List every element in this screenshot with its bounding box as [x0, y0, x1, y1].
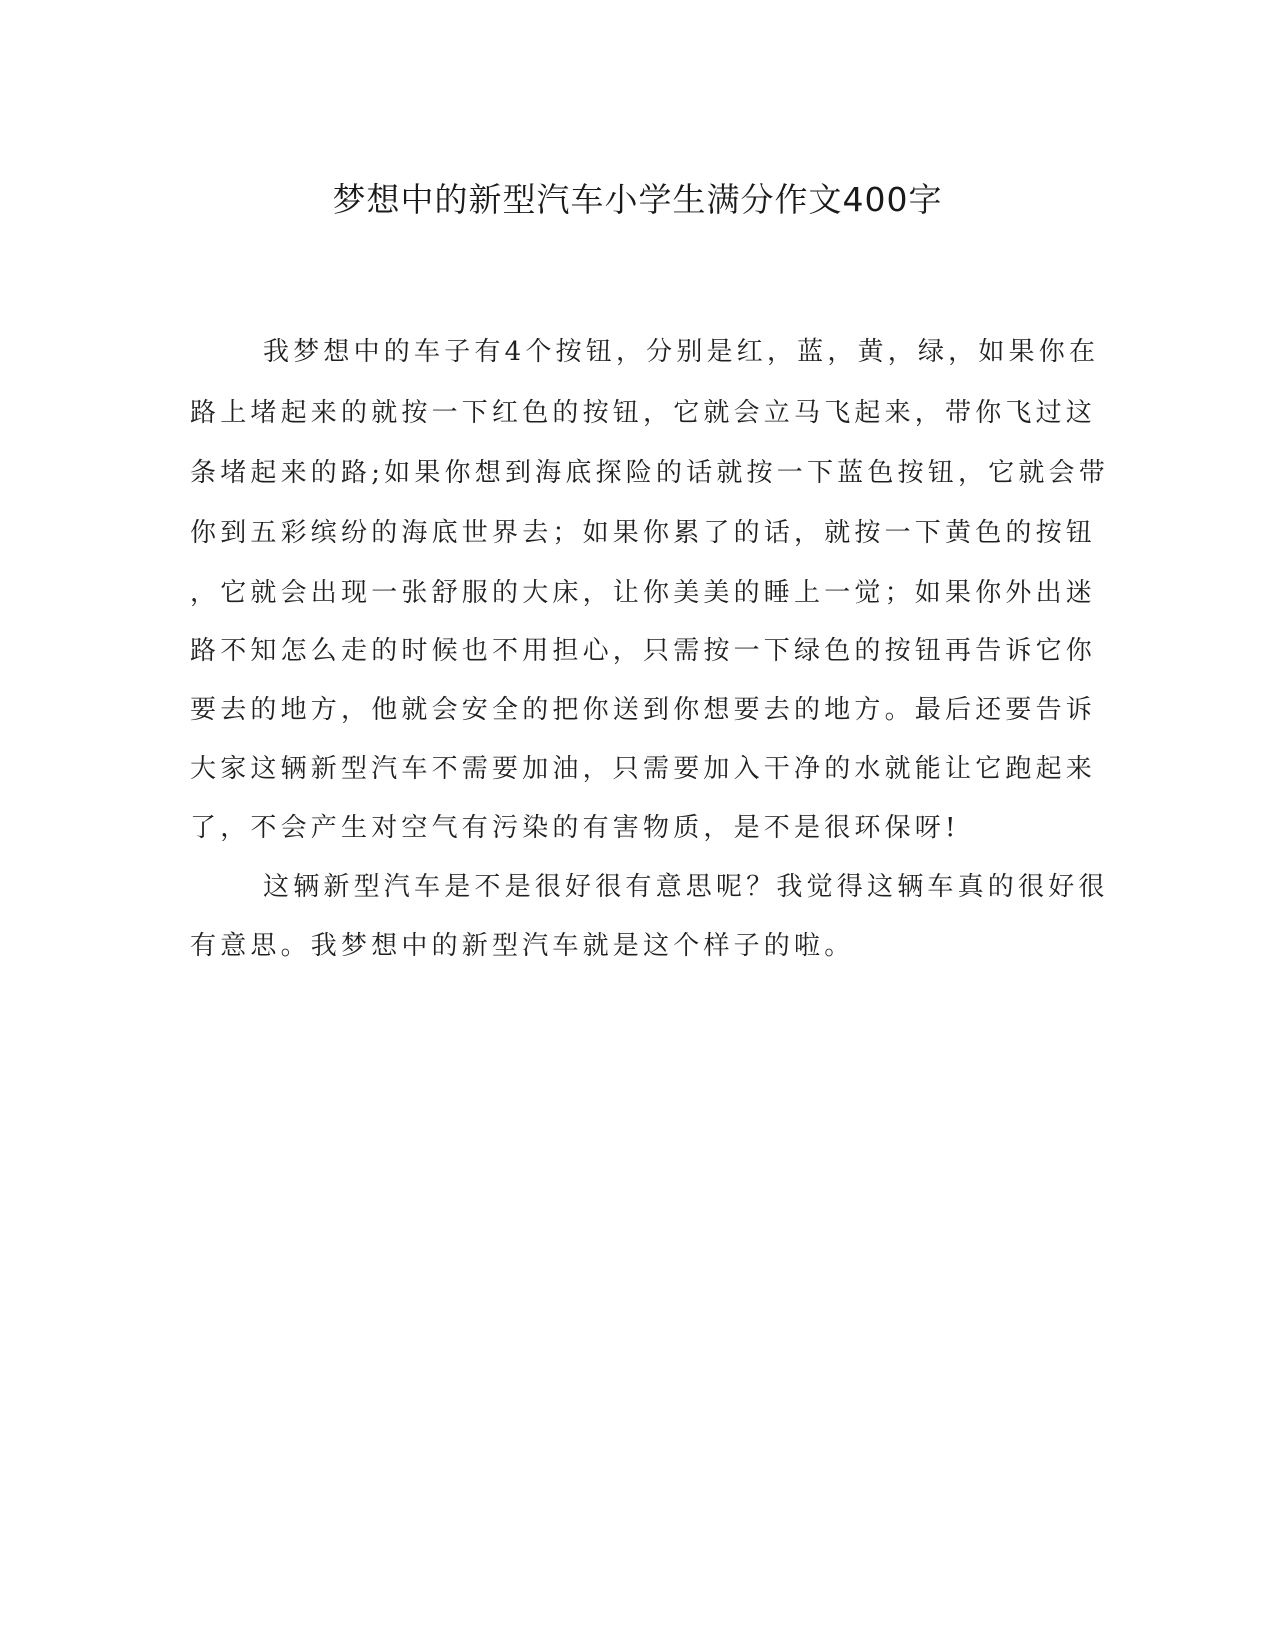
paragraph-2-line-1: 这辆新型汽车是不是很好很有意思呢？我觉得这辆车真的很好很: [263, 872, 1109, 902]
paragraph-1-line-9: 了，不会产生对空气有污染的有害物质，是不是很环保呀!: [190, 813, 960, 843]
paragraph-1-line-3: 条堵起来的路;如果你想到海底探险的话就按一下蓝色按钮，它就会带: [190, 458, 1109, 488]
paragraph-1-line-8: 大家这辆新型汽车不需要加油，只需要加入干净的水就能让它跑起来: [190, 754, 1097, 784]
paragraph-1-line-7: 要去的地方，他就会安全的把你送到你想要去的地方。最后还要告诉: [190, 695, 1097, 725]
paragraph-1-line-2: 路上堵起来的就按一下红色的按钮，它就会立马飞起来，带你飞过这: [190, 398, 1097, 428]
paragraph-2-line-2: 有意思。我梦想中的新型汽车就是这个样子的啦。: [190, 931, 855, 961]
paragraph-1-line-5: ，它就会出现一张舒服的大床，让你美美的睡上一觉；如果你外出迷: [190, 578, 1097, 608]
paragraph-1-line-6: 路不知怎么走的时候也不用担心，只需按一下绿色的按钮再告诉它你: [190, 636, 1097, 666]
paragraph-1-line-4: 你到五彩缤纷的海底世界去；如果你累了的话，就按一下黄色的按钮: [190, 518, 1097, 548]
paragraph-1-line-1: 我梦想中的车子有4个按钮，分别是红，蓝，黄，绿，如果你在: [263, 337, 1100, 367]
page-title: 梦想中的新型汽车小学生满分作文400字: [332, 180, 943, 219]
